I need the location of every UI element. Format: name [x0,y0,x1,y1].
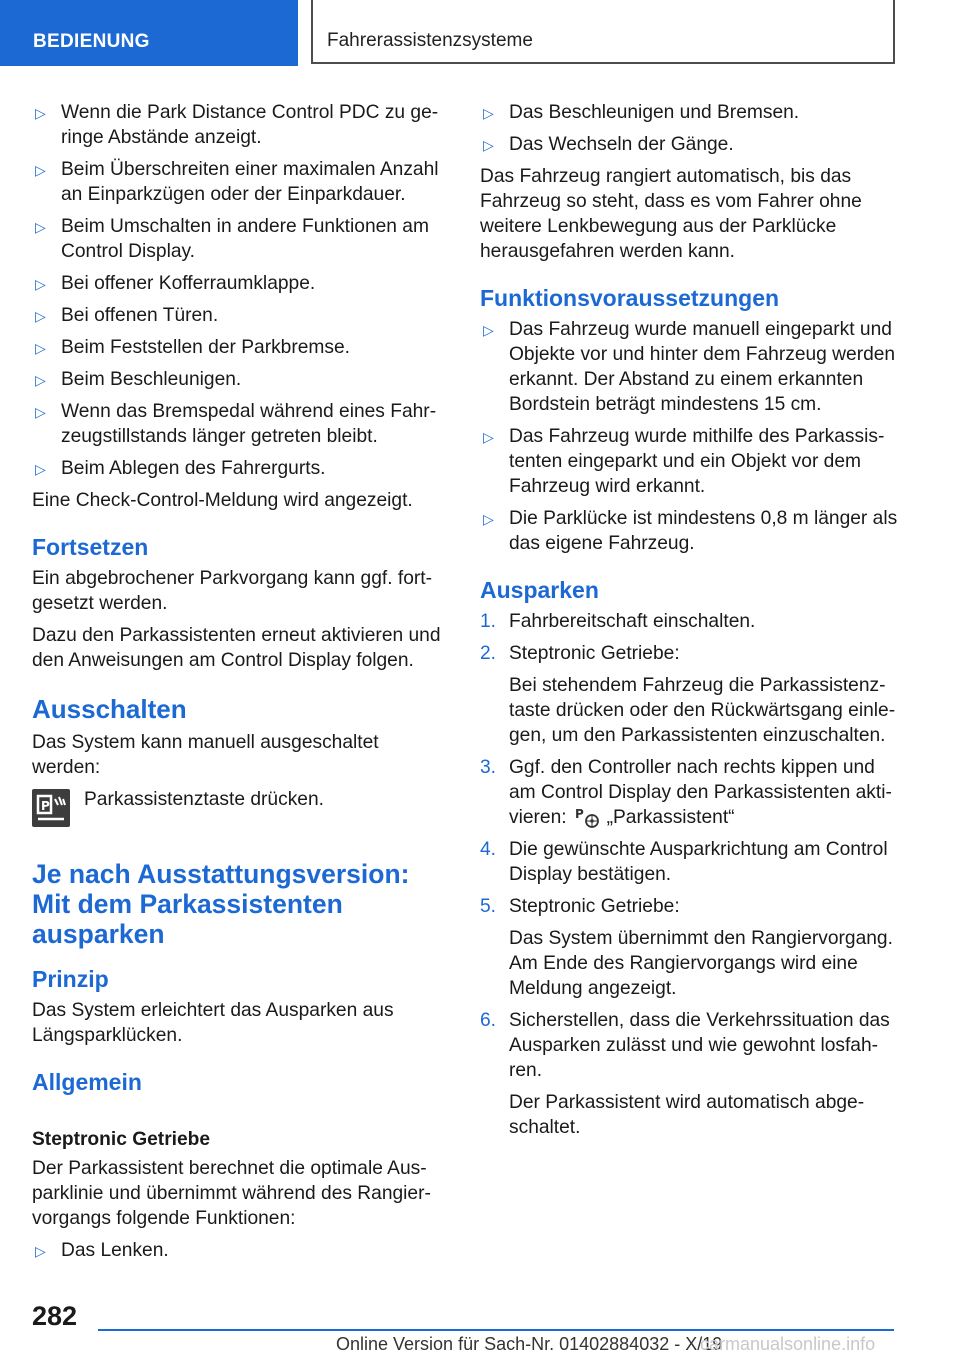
triangle-right-outline-icon: ▷ [483,137,494,153]
step-text: Steptronic Getriebe: [509,896,680,917]
page-header [0,0,960,66]
triangle-right-outline-icon: ▷ [35,219,46,235]
triangle-right-outline-icon: ▷ [483,511,494,527]
list-item [32,271,450,296]
step-text: Die gewünschte Ausparkrichtung am Control Display bestätigen. [509,839,888,885]
list-item-text: Das Wechseln der Gänge. [509,134,734,155]
list-item-text: Das Lenken. [61,1240,169,1261]
svg-text:P: P [574,807,584,821]
step-text: Fahrbereitschaft einschalten. [509,611,756,632]
step-number: 5. [480,896,497,917]
triangle-right-outline-icon: ▷ [35,308,46,324]
bullet-list [480,100,900,157]
step-item [480,894,900,1001]
icon-instruction [32,787,450,833]
step-item [480,837,900,887]
step-text: Ggf. den Controller nach rechts kippen und am Control Display den Parkassistenten aktivieren: [509,757,892,828]
triangle-right-outline-icon: ▷ [35,162,46,178]
step-number: 3. [480,757,497,778]
watermark: carmanualsonline.info [700,1334,876,1354]
triangle-right-outline-icon: ▷ [483,429,494,445]
step-number: 1. [480,611,497,632]
list-item [32,399,450,449]
step-number: 2. [480,643,497,664]
list-item-text: Beim Ablegen des Fahrergurts. [61,458,326,479]
list-item [480,506,900,556]
section-tab: BEDIENUNG [0,0,298,66]
triangle-right-outline-icon: ▷ [35,340,46,356]
icon-instruction-text: Parkassistenztaste drücken. [84,789,324,810]
right-column [480,100,900,1147]
list-item [32,335,450,360]
list-item [32,214,450,264]
step-continuation: Der Parkassistent wird automatisch abgeschaltet. [509,1092,865,1138]
step-text: Steptronic Getriebe: [509,643,680,664]
list-item-text: Wenn die Park Distance Control PDC zu geringe Abstände anzeigt. [61,102,439,148]
park-assist-button-icon [32,789,70,827]
list-item-text: Beim Feststellen der Parkbremse. [61,337,350,358]
list-item-text: Das Fahrzeug wurde manuell eingeparkt und Objekte vor und hinter dem Fahrzeug werden erkannt. Der Abstand zu einem erkannten Bordstein beträgt mindestens 15 cm. [509,319,896,415]
heading-prinzip: Prinzip [32,966,109,992]
footer-divider [98,1329,894,1331]
bullet-list [32,1238,450,1263]
list-item [480,132,900,157]
paragraph: Eine Check-Control-Meldung wird angezeigt. [32,490,413,511]
list-item-text: Beim Überschreiten einer maximalen Anzahl an Einparkzügen oder der Einparkdauer. [61,159,439,205]
step-continuation: Bei stehendem Fahrzeug die Parkassistenztaste drücken oder den Rückwärtsgang einlegen, um den Parkassistenten einzuschalten. [509,675,896,746]
heading-funktionsvoraussetzungen: Funktionsvoraussetzungen [480,285,780,311]
heading-ausparken: Ausparken [480,577,599,603]
online-version-text: Online Version für Sach-Nr. 01402884032 - X/19 [336,1334,723,1354]
step-text: Sicherstellen, dass die Verkehrssituation das Ausparken zulässt und wie gewohnt losfahren. [509,1010,890,1081]
list-item [32,100,450,150]
bullet-list [32,100,450,481]
step-item [480,609,900,634]
paragraph: Der Parkassistent berechnet die optimale Ausparklinie und übernimmt während des Rangiervorgangs folgende Funktionen: [32,1158,431,1229]
step-item [480,755,900,830]
triangle-right-outline-icon: ▷ [35,404,46,420]
triangle-right-outline-icon: ▷ [483,105,494,121]
bullet-list [480,317,900,556]
triangle-right-outline-icon: ▷ [483,322,494,338]
list-item-text: Bei offener Kofferraumklappe. [61,273,316,294]
list-item-text: Die Parklücke ist mindestens 0,8 m länger als das eigene Fahrzeug. [509,508,898,554]
heading-steptronic: Steptronic Getriebe [32,1129,211,1150]
park-assist-menu-icon [573,805,601,829]
step-text-after-icon: „Parkassistent“ [606,807,735,828]
list-item [32,367,450,392]
triangle-right-outline-icon: ▷ [35,276,46,292]
step-item [480,641,900,748]
page-number: 282 [32,1301,78,1331]
paragraph: Das System erleichtert das Ausparken aus Längsparklücken. [32,1000,394,1046]
svg-text:P: P [41,799,50,813]
step-item [480,1008,900,1140]
list-item-text: Wenn das Bremspedal während eines Fahrzeugstillstands länger getreten bleibt. [61,401,437,447]
triangle-right-outline-icon: ▷ [35,372,46,388]
paragraph: Das Fahrzeug rangiert automatisch, bis das Fahrzeug so steht, dass es vom Fahrer ohne weitere Lenkbewegung aus der Parklücke herausgefahren werden kann. [480,166,862,262]
list-item [480,317,900,417]
list-item [32,157,450,207]
list-item [480,424,900,499]
list-item-text: Bei offenen Türen. [61,305,219,326]
list-item-text: Beim Beschleunigen. [61,369,242,390]
list-item [32,303,450,328]
chapter-tab: Fahrerassistenzsysteme [311,0,895,64]
heading-fortsetzen: Fortsetzen [32,534,149,560]
list-item-text: Das Beschleunigen und Bremsen. [509,102,800,123]
list-item [32,456,450,481]
left-column [32,100,450,1270]
paragraph: Dazu den Parkassistenten erneut aktivieren und den Anweisungen am Control Display folgen. [32,625,441,671]
list-item-text: Das Fahrzeug wurde mithilfe des Parkassistenten eingeparkt und ein Objekt vor dem Fahrzeug wird erkannt. [509,426,885,497]
paragraph: Das System kann manuell ausgeschaltet werden: [32,732,379,778]
step-number: 4. [480,839,497,860]
step-continuation: Das System übernimmt den Rangiervorgang. Am Ende des Rangiervorgangs wird eine Meldung angezeigt. [509,928,893,999]
heading-je-nach-ausstattung: Je nach Ausstattungsversion: Mit dem Parkassistenten ausparken [32,859,410,949]
paragraph: Ein abgebrochener Parkvorgang kann ggf. fortgesetzt werden. [32,568,432,614]
list-item-text: Beim Umschalten in andere Funktionen am Control Display. [61,216,429,262]
step-number: 6. [480,1010,497,1031]
list-item [480,100,900,125]
heading-ausschalten: Ausschalten [32,694,187,724]
triangle-right-outline-icon: ▷ [35,105,46,121]
heading-allgemein: Allgemein [32,1069,142,1095]
triangle-right-outline-icon: ▷ [35,1243,46,1259]
numbered-list [480,609,900,1140]
triangle-right-outline-icon: ▷ [35,461,46,477]
list-item [32,1238,450,1263]
